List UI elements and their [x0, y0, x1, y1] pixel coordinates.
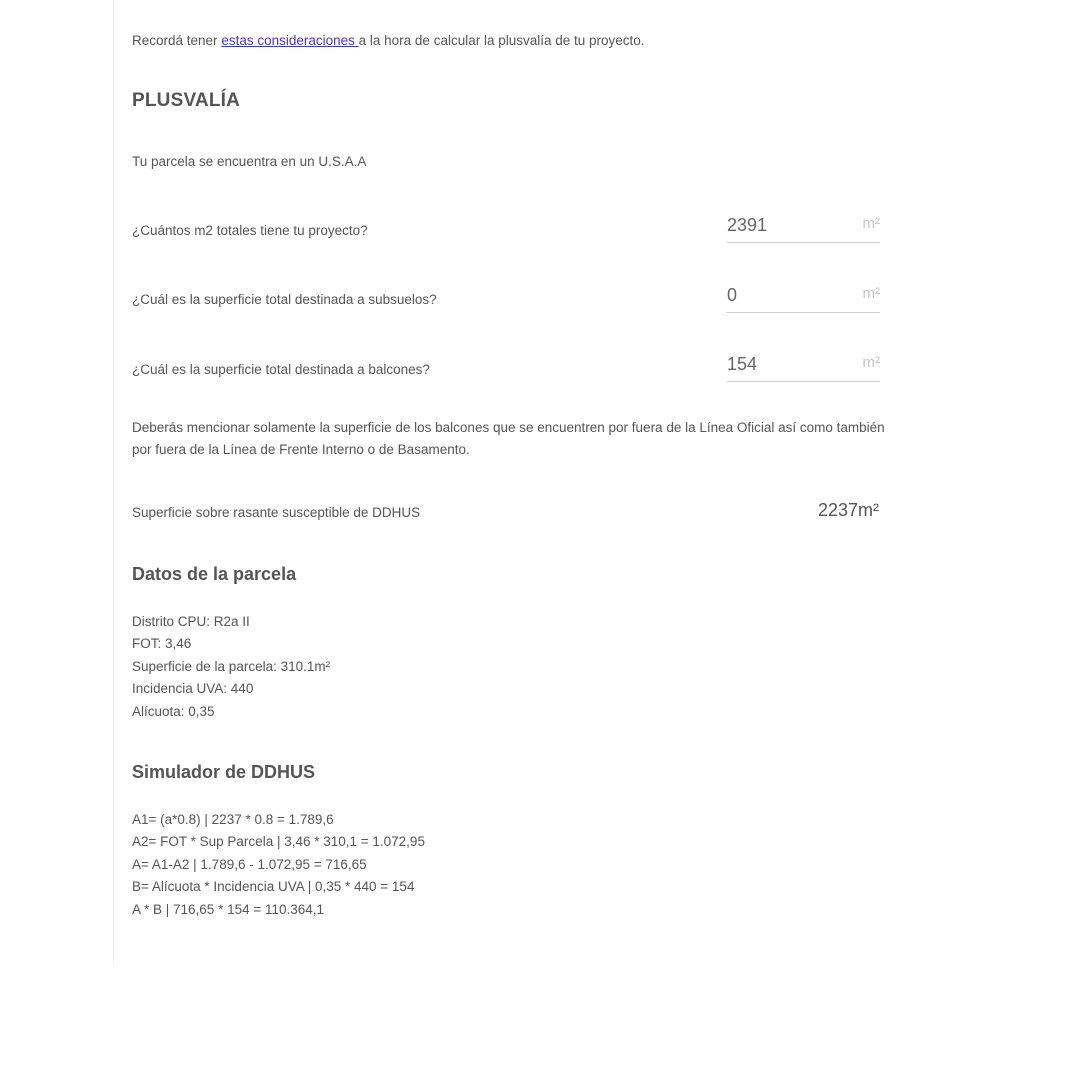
- balcones-label: ¿Cuál es la superficie total destinada a balcones?: [132, 362, 430, 377]
- formula-line: B= Alícuota * Incidencia UVA | 0,35 * 440 = 154: [132, 879, 415, 895]
- intro-text: [132, 33, 645, 48]
- parcela-line: FOT: 3,46: [132, 636, 192, 652]
- plusvalia-title: PLUSVALÍA: [132, 90, 241, 111]
- surface-label: Superficie sobre rasante susceptible de DDHUS: [132, 505, 421, 520]
- total-m2-label: ¿Cuántos m2 totales tiene tu proyecto?: [132, 223, 368, 238]
- parcela-line: Superficie de la parcela: 310.1m²: [132, 658, 331, 674]
- subsuelos-label: ¿Cuál es la superficie total destinada a subsuelos?: [132, 292, 437, 307]
- simulador-title: Simulador de DDHUS: [132, 762, 316, 782]
- parcela-title: Datos de la parcela: [132, 564, 297, 584]
- subsuelos-field: [727, 280, 880, 313]
- content-panel: [113, 0, 1013, 966]
- intro-after: a la hora de calcular la plusvalía de tu proyecto.: [358, 33, 645, 48]
- formula-line: A * B | 716,65 * 154 = 110.364,1: [132, 901, 325, 917]
- formula-line: A1= (a*0.8) | 2237 * 0.8 = 1.789,6: [132, 812, 334, 827]
- formula-line: A2= FOT * Sup Parcela | 3,46 * 310,1 = 1.072,95: [132, 834, 425, 850]
- balcones-note: Deberás mencionar solamente la superficie de los balcones que se encuentren por fuera de la Línea Oficial así como también por fuera de la Línea de Frente Interno o de Basamento.: [132, 420, 885, 457]
- surface-value: 2237m²: [817, 500, 879, 520]
- total-m2-field: [727, 210, 880, 243]
- subsuelos-unit: m²: [862, 285, 880, 302]
- considerations-link[interactable]: estas consideraciones: [221, 33, 359, 48]
- total-m2-input[interactable]: [727, 210, 842, 240]
- total-m2-unit: m²: [862, 215, 880, 232]
- formula-line: A= A1-A2 | 1.789,6 - 1.072,95 = 716,65: [132, 856, 367, 872]
- parcela-line: Distrito CPU: R2a II: [132, 614, 250, 629]
- balcones-input[interactable]: [727, 349, 842, 379]
- intro-before: Recordá tener: [132, 33, 222, 48]
- simulador-formula-list: [132, 809, 425, 921]
- zone-text: Tu parcela se encuentra en un U.S.A.A: [132, 154, 367, 169]
- balcones-field: [727, 349, 880, 382]
- balcones-unit: m²: [862, 354, 880, 371]
- subsuelos-input[interactable]: [727, 280, 842, 310]
- parcela-line: Alícuota: 0,35: [132, 703, 215, 719]
- parcela-line: Incidencia UVA: 440: [132, 681, 254, 697]
- parcela-data-list: [132, 611, 330, 723]
